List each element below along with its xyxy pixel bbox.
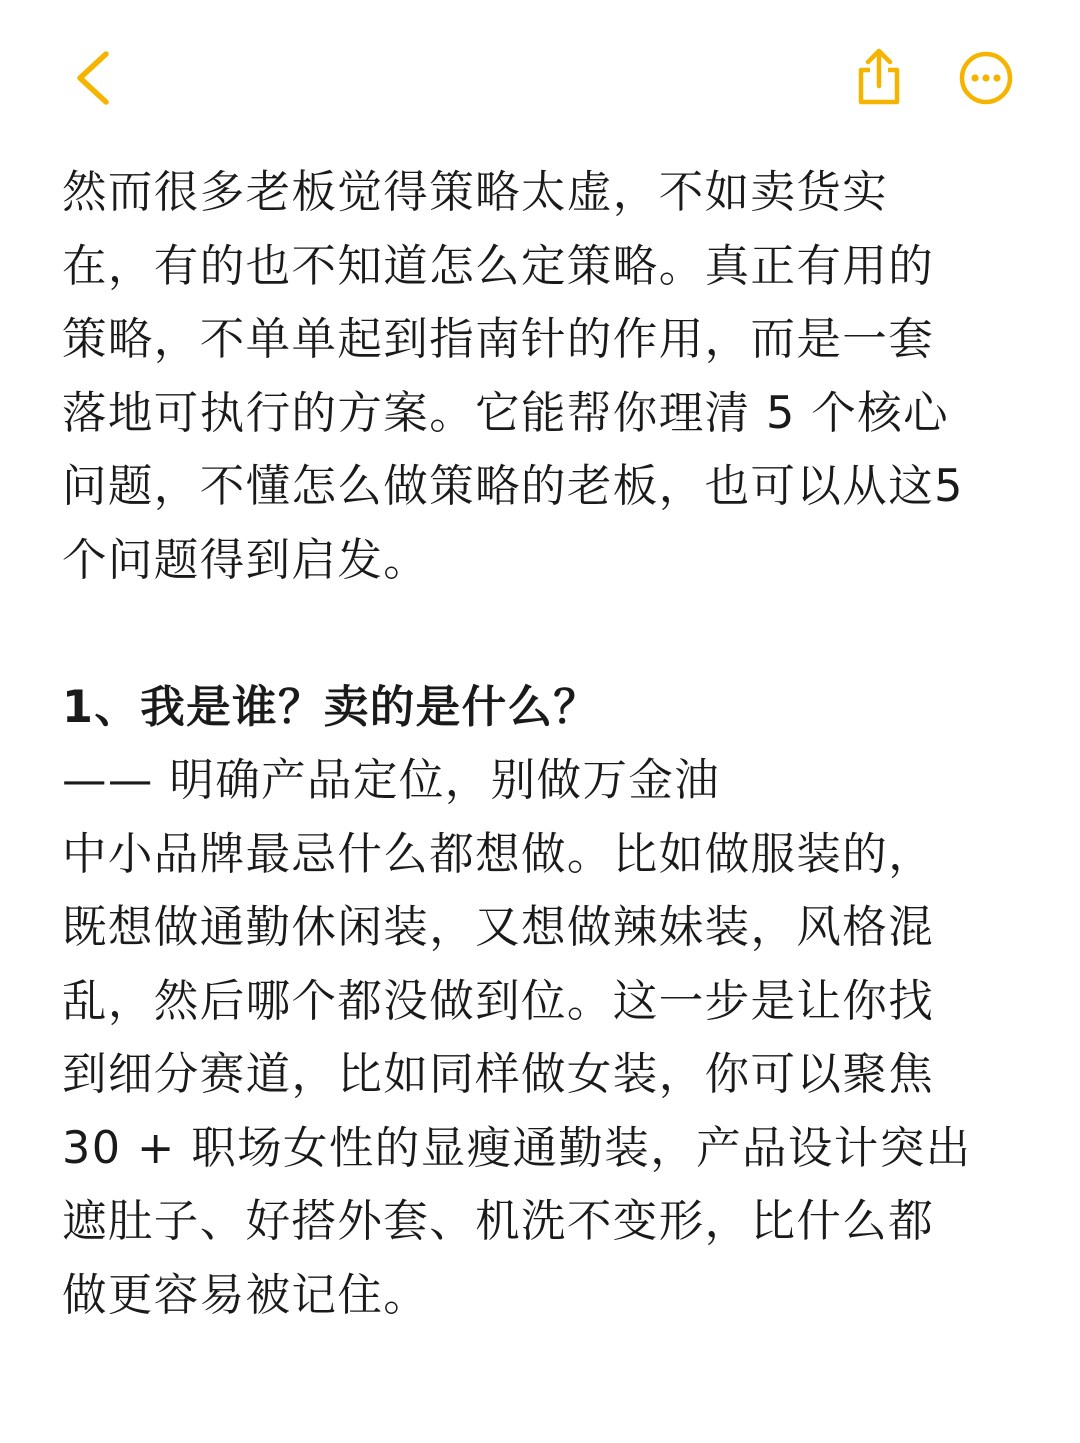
section-body-line: 遮肚子、好搭外套、机洗不变形，比什么都 xyxy=(62,1196,935,1247)
top-toolbar xyxy=(0,0,1080,150)
section-subtitle: —— 明确产品定位，别做万金油 xyxy=(62,755,721,806)
section-body-line: 做更容易被记住。 xyxy=(62,1269,430,1321)
section-body-line: 中小品牌最忌什么都想做。比如做服装的， xyxy=(62,828,935,880)
section-body-line: 乱，然后哪个都没做到位。这一步是让你找 xyxy=(62,975,935,1027)
share-icon xyxy=(854,46,904,108)
more-icon xyxy=(958,50,1014,106)
back-button[interactable] xyxy=(58,40,128,116)
note-content xyxy=(62,156,1022,1332)
share-button[interactable] xyxy=(846,42,912,112)
more-options-button[interactable] xyxy=(952,44,1020,112)
section-body-line: 既想做通勤休闲装，又想做辣妹装，风格混 xyxy=(62,902,935,953)
chevron-left-icon xyxy=(68,48,118,108)
intro-line: 个问题得到启发。 xyxy=(62,534,430,586)
intro-line: 问题，不懂怎么做策略的老板，也可以从这5 xyxy=(62,461,964,512)
paragraph-spacer xyxy=(62,597,1022,671)
section-heading: 1、我是谁？卖的是什么？ xyxy=(62,681,600,733)
intro-line: 然而很多老板觉得策略太虚，不如卖货实 xyxy=(62,167,889,218)
section-body-line: 到细分赛道，比如同样做女装，你可以聚焦 xyxy=(62,1049,935,1100)
intro-line: 策略，不单单起到指南针的作用，而是一套 xyxy=(62,314,935,365)
section-body-line: 30 + 职场女性的显瘦通勤装，产品设计突出 xyxy=(62,1122,972,1174)
intro-line: 落地可执行的方案。它能帮你理清 5 个核心 xyxy=(62,387,950,439)
intro-line: 在，有的也不知道怎么定策略。真正有用的 xyxy=(62,240,935,292)
